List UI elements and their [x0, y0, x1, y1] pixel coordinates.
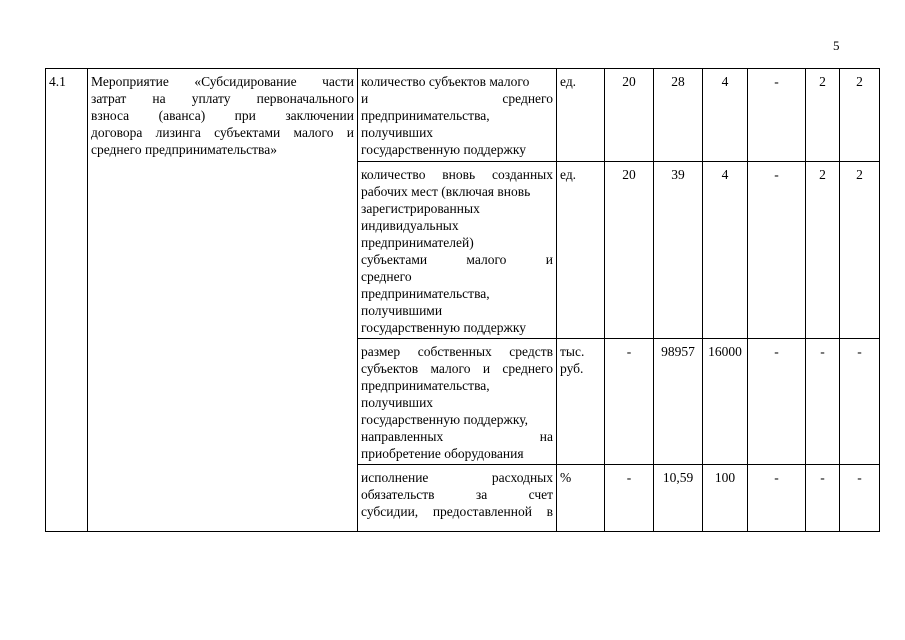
indicator-unit: тыс. руб.	[557, 339, 605, 465]
indicator-name: размер собственных средств субъектов малого и среднего предпринимательства, получивших государственную поддержку, направленных на приобретение оборудования	[358, 339, 557, 465]
indicator-value: 2	[840, 162, 880, 339]
indicator-value: 100	[703, 465, 748, 532]
indicator-value: 10,59	[654, 465, 703, 532]
indicator-value: 39	[654, 162, 703, 339]
indicator-value: 2	[840, 69, 880, 162]
measures-table	[45, 68, 880, 532]
indicator-value: 4	[703, 162, 748, 339]
indicator-value: -	[806, 465, 840, 532]
indicator-name: количество субъектов малого и среднего предпринимательства, получивших государственную поддержку	[358, 69, 557, 162]
indicator-name: количество вновь созданных рабочих мест (включая вновь зарегистрированных индивидуальных предпринимателей) субъектами малого и среднего предпринимательства, получившими государственную поддержку	[358, 162, 557, 339]
indicator-value: 28	[654, 69, 703, 162]
indicator-value: -	[840, 339, 880, 465]
indicator-value: -	[748, 69, 806, 162]
page-number: 5	[833, 38, 840, 53]
indicator-value: 20	[605, 162, 654, 339]
indicator-value: 98957	[654, 339, 703, 465]
measure-code: 4.1	[46, 69, 88, 532]
indicator-unit: ед.	[557, 162, 605, 339]
indicator-value: -	[840, 465, 880, 532]
indicator-unit: ед.	[557, 69, 605, 162]
indicator-value: 4	[703, 69, 748, 162]
indicator-value: 2	[806, 69, 840, 162]
table-row	[46, 69, 880, 162]
indicator-value: 2	[806, 162, 840, 339]
indicator-value: -	[605, 339, 654, 465]
indicator-unit: %	[557, 465, 605, 532]
indicator-value: -	[806, 339, 840, 465]
measure-name: Мероприятие «Субсидирование части затрат на уплату первоначального взноса (аванса) при заключении договора лизинга субъектами малого и среднего предпринимательства»	[88, 69, 358, 532]
indicator-name: исполнение расходных обязательств за счет субсидии, предоставленной в	[358, 465, 557, 532]
indicator-value: -	[605, 465, 654, 532]
indicator-value: -	[748, 339, 806, 465]
indicator-value: 20	[605, 69, 654, 162]
indicator-value: -	[748, 162, 806, 339]
indicator-value: 16000	[703, 339, 748, 465]
indicator-value: -	[748, 465, 806, 532]
